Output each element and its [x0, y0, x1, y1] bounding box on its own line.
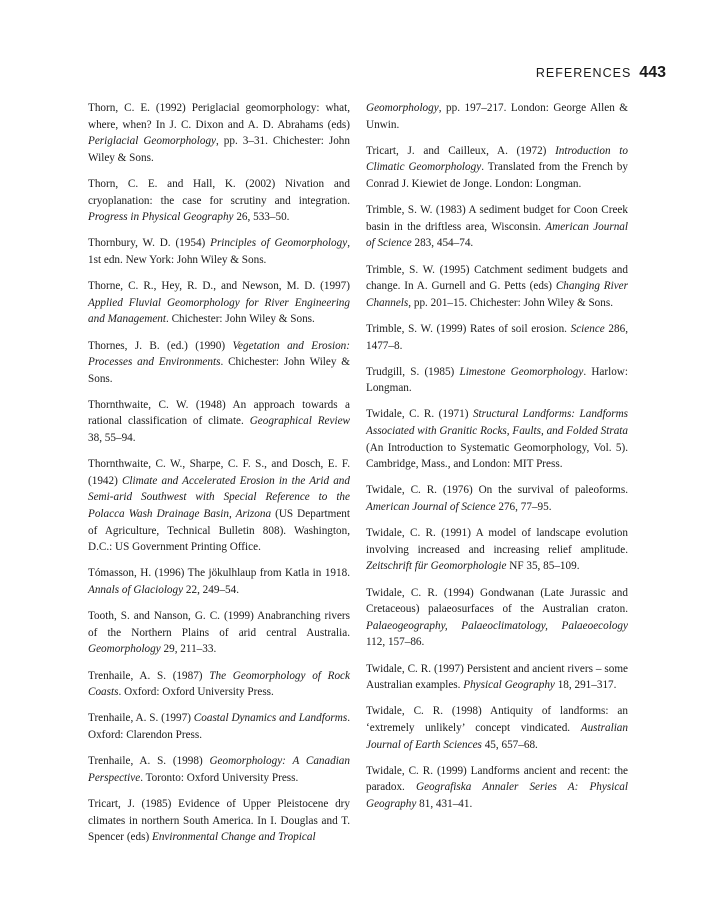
reference-text: Twidale, C. R. (1997) Persistent and ancient rivers – some Australian examples.	[366, 662, 628, 692]
reference-text: Trenhaile, A. S. (1998)	[88, 755, 210, 768]
reference-entry	[366, 525, 628, 575]
reference-title: Zeitschrift für Geomorphologie	[366, 560, 507, 573]
reference-title: Progress in Physical Geography	[88, 211, 234, 224]
reference-entry	[366, 763, 628, 813]
reference-text: . Harlow: Longman.	[366, 365, 628, 395]
reference-title: Changing River Channels	[366, 280, 628, 309]
reference-entry	[366, 262, 628, 312]
reference-text: Twidale, C. R. (1999) Landforms ancient and recent: the paradox.	[366, 764, 628, 794]
reference-entry	[366, 661, 628, 694]
reference-title: Environmental Change and Tropical	[152, 831, 316, 844]
reference-title: Principles of Geomorphology	[210, 237, 348, 250]
reference-entry	[88, 456, 350, 556]
running-title: REFERENCES	[535, 66, 632, 80]
reference-title: Coastal Dynamics and Landforms	[193, 712, 348, 725]
reference-text: 22, 249–54.	[183, 584, 240, 596]
reference-text: 283, 454–74.	[411, 237, 474, 250]
reference-text: Trimble, S. W. (1999) Rates of soil erosion.	[366, 322, 571, 335]
reference-text: 18, 291–317.	[554, 679, 617, 692]
reference-entry	[366, 321, 628, 354]
reference-text: Trenhaile, A. S. (1997)	[88, 712, 194, 725]
reference-text: Tricart, J. and Cailleux, A. (1972)	[366, 144, 556, 157]
reference-text: . Chichester: John Wiley & Sons.	[88, 356, 350, 385]
reference-text: Tooth, S. and Nanson, G. C. (1999) Anabranching rivers of the Northern Plains of arid central Australia.	[88, 610, 350, 639]
reference-text: Twidale, C. R. (1976) On the survival of paleoforms.	[366, 484, 628, 497]
reference-entry	[88, 710, 350, 743]
reference-text: 38, 55–94.	[88, 432, 136, 445]
reference-text: 26, 533–50.	[233, 211, 290, 224]
page-header	[536, 64, 666, 82]
reference-title: Australian Journal of Earth Sciences	[366, 721, 628, 751]
reference-text: , 1st edn. New York: John Wiley & Sons.	[88, 237, 350, 266]
reference-entry	[366, 364, 628, 397]
reference-title: Science	[570, 322, 605, 335]
references-left-column	[88, 100, 350, 855]
reference-title: Geografiska Annaler Series A: Physical Geography	[366, 781, 628, 810]
reference-entry	[88, 278, 350, 328]
reference-title: Geomorphology	[366, 102, 439, 114]
reference-text: . Toronto: Oxford University Press.	[140, 771, 299, 784]
reference-entry	[366, 143, 628, 193]
reference-text: Thorn, C. E. and Hall, K. (2002) Nivation and cryoplanation: the case for scrutiny and integration.	[88, 177, 350, 207]
reference-text: . Oxford: Clarendon Press.	[88, 712, 350, 741]
reference-entry	[88, 753, 350, 786]
reference-text: (An Introduction to Systematic Geomorphology, Vol. 5). Cambridge, Mass., and London: MIT Press.	[366, 441, 628, 471]
reference-title: Physical Geography	[463, 679, 555, 692]
reference-text: 286, 1477–8.	[366, 322, 628, 352]
references-right-column	[366, 100, 628, 822]
reference-text: Trenhaile, A. S. (1987)	[88, 669, 210, 682]
reference-text: Thornbury, W. D. (1954)	[88, 237, 211, 250]
reference-entry	[366, 482, 628, 515]
reference-entry	[88, 338, 350, 388]
reference-title: Geomorphology	[88, 643, 161, 656]
reference-text: Tricart, J. (1985) Evidence of Upper Pleistocene dry climates in northern South America. In I. Douglas and T. Spencer (eds)	[88, 797, 350, 844]
reference-text: , pp. 3–31. Chichester: John Wiley & Sons.	[88, 135, 350, 164]
reference-text: Trudgill, S. (1985)	[366, 365, 460, 378]
reference-entry	[366, 202, 628, 252]
reference-text: Thornthwaite, C. W., Sharpe, C. F. S., and Dosch, E. F. (1942)	[88, 458, 350, 487]
reference-entry	[366, 585, 628, 651]
reference-text: Thornes, J. B. (ed.) (1990)	[88, 339, 233, 352]
reference-text: Tómasson, H. (1996) The jökulhlaup from Katla in 1918.	[88, 567, 350, 580]
reference-text: , pp. 201–15. Chichester: John Wiley & Sons.	[408, 296, 614, 309]
reference-title: Limestone Geomorphology	[459, 365, 584, 378]
reference-text: Twidale, C. R. (1994) Gondwanan (Late Jurassic and Cretaceous) palaeosurfaces of the Australian craton.	[366, 586, 628, 616]
reference-text: 29, 211–33.	[160, 643, 217, 656]
reference-title: The Geomorphology of Rock Coasts	[88, 669, 350, 699]
reference-title: American Journal of Science	[366, 220, 629, 250]
reference-text: . Chichester: John Wiley & Sons.	[166, 313, 315, 326]
reference-text: . Translated from the French by Conrad J. Kiewiet de Jonge. London: Longman.	[366, 161, 628, 190]
reference-entry	[88, 397, 350, 447]
reference-title: Annals of Glaciology	[88, 584, 184, 596]
reference-text: 112, 157–86.	[366, 636, 425, 649]
reference-title: Climate and Accelerated Erosion in the Arid and Semi-arid Southwest with Special Reference to the Polacca Wash Drainage Basin, Arizona	[88, 474, 350, 521]
reference-entry	[88, 668, 350, 701]
reference-title: Palaeogeography, Palaeoclimatology, Palaeoecology	[366, 619, 628, 632]
reference-title: Geomorphology: A Canadian Perspective	[88, 755, 350, 784]
reference-text: Twidale, C. R. (1991) A model of landscape evolution involving increased and increasing relief amplitude.	[366, 527, 628, 556]
reference-text: (US Department of Agriculture, Technical Bulletin 808). Washington, D.C.: US Government Printing Office.	[88, 508, 350, 554]
reference-entry	[366, 100, 628, 133]
reference-entry	[88, 608, 350, 658]
reference-text: Trimble, S. W. (1983) A sediment budget for Coon Creek basin in the driftless area, Wisconsin.	[366, 204, 628, 233]
reference-entry	[366, 406, 628, 472]
reference-text: Thorn, C. E. (1992) Periglacial geomorphology: what, where, when? In J. C. Dixon and A. D. Abrahams (eds)	[88, 102, 350, 131]
reference-entry	[88, 565, 350, 598]
reference-text: Thorne, C. R., Hey, R. D., and Newson, M. D. (1997)	[88, 280, 350, 293]
reference-text: 45, 657–68.	[481, 738, 538, 751]
reference-entry	[366, 703, 628, 753]
reference-title: Periglacial Geomorphology	[88, 135, 217, 148]
reference-title: Introduction to Climatic Geomorphology	[366, 144, 628, 174]
reference-title: Structural Landforms: Landforms Associated with Granitic Rocks, Faults, and Folded Strata	[366, 408, 628, 438]
reference-title: American Journal of Science	[366, 501, 496, 514]
page-number: 443	[639, 64, 666, 81]
reference-text: 276, 77–95.	[495, 501, 552, 514]
reference-text: . Oxford: Oxford University Press.	[118, 686, 274, 699]
reference-title: Vegetation and Erosion: Processes and Environments	[88, 339, 350, 369]
reference-text: Twidale, C. R. (1998) Antiquity of landforms: an ‘extremely unlikely’ concept vindicated.	[366, 705, 628, 734]
reference-entry	[88, 100, 350, 166]
reference-text: Thornthwaite, C. W. (1948) An approach towards a rational classification of climate.	[88, 398, 350, 428]
reference-entry	[88, 796, 350, 846]
reference-text: Trimble, S. W. (1995) Catchment sediment budgets and change. In A. Gurnell and G. Petts (eds)	[366, 263, 628, 293]
reference-title: Geographical Review	[249, 415, 350, 428]
reference-entry	[88, 235, 350, 268]
reference-text: NF 35, 85–109.	[506, 560, 580, 573]
reference-text: Twidale, C. R. (1971)	[366, 408, 473, 421]
reference-text: 81, 431–41.	[416, 797, 473, 810]
reference-entry	[88, 176, 350, 226]
reference-text: , pp. 197–217. London: George Allen & Unwin.	[366, 102, 628, 131]
reference-title: Applied Fluvial Geomorphology for River Engineering and Management	[88, 296, 350, 326]
